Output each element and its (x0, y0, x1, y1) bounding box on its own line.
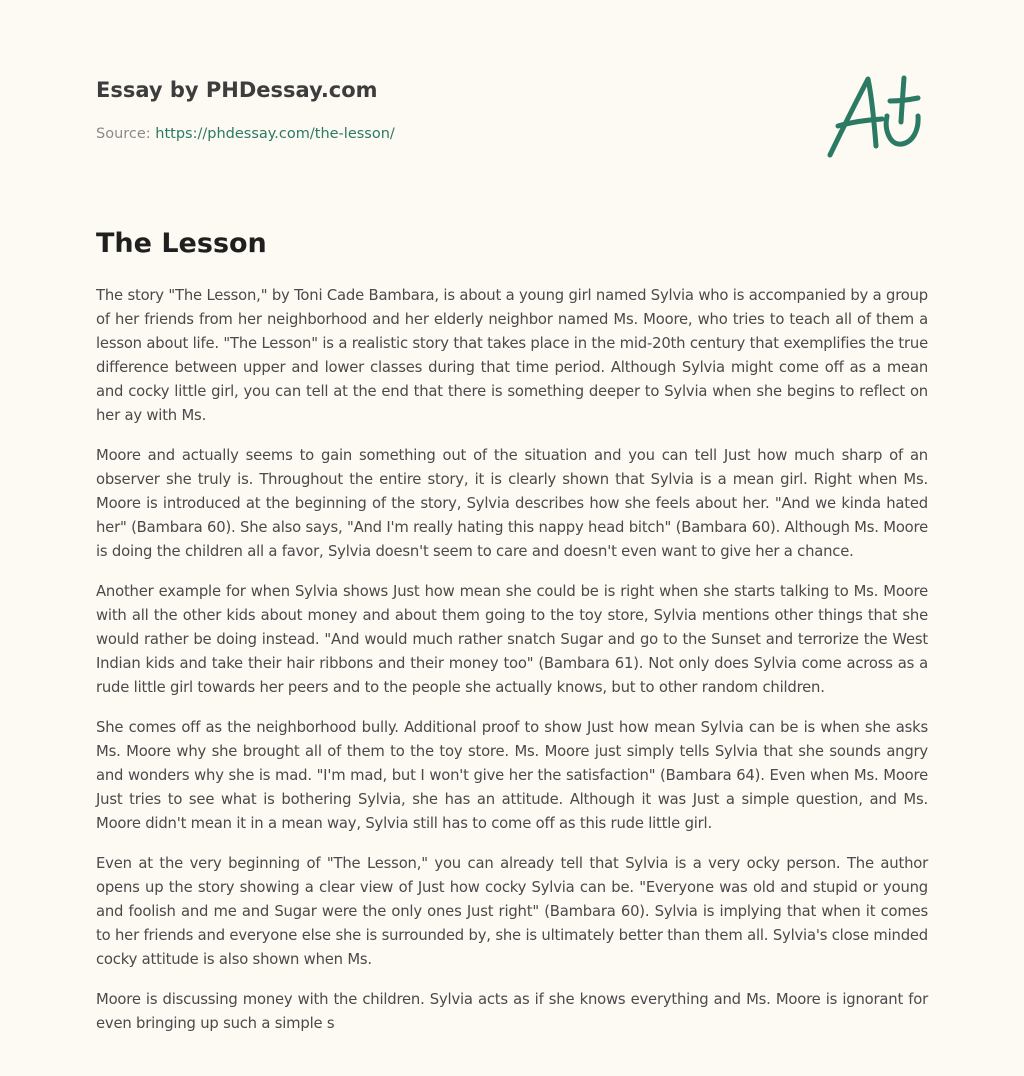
site-title: Essay by PHDessay.com (96, 78, 378, 102)
source-label: Source: (96, 126, 156, 142)
a-plus-grade-icon (824, 68, 928, 164)
essay-paragraph: Moore is discussing money with the children. Sylvia acts as if she knows everything and Ms. Moore is ignorant for even bringing up such a simple s (96, 991, 928, 1032)
source-line (96, 124, 395, 144)
essay-paragraph: The story "The Lesson," by Toni Cade Bambara, is about a young girl named Sylvia who is accompanied by a group of her friends from her neighborhood and her elderly neighbor named Ms. Moore, who tries to teach all of them a lesson about life. "The Lesson" is a realistic story that takes place in the mid-20th century that exemplifies the true difference between upper and lower classes during that time period. Although Sylvia might come off as a mean and cocky little girl, you can tell at the end that there is something deeper to Sylvia when she begins to reflect on her ay with Ms. (96, 287, 928, 424)
essay-paragraph: Another example for when Sylvia shows Just how mean she could be is right when she starts talking to Ms. Moore with all the other kids about money and about them going to the toy store, Sylvia mentions other things that she would rather be doing instead. "And would much rather snatch Sugar and go to the Sunset and terrorize the West Indian kids and take their hair ribbons and their money too" (Bambara 61). Not only does Sylvia come across as a rude little girl towards her peers and to the people she actually knows, but to other random children. (96, 583, 928, 696)
essay-paragraph: She comes off as the neighborhood bully. Additional proof to show Just how mean Sylvia can be is when she asks Ms. Moore why she brought all of them to the toy store. Ms. Moore just simply tells Sylvia that she sounds angry and wonders why she is mad. "I'm mad, but I won't give her the satisfaction" (Bambara 64). Even when Ms. Moore Just tries to see what is bothering Sylvia, she has an attitude. Although it was Just a simple question, and Ms. Moore didn't mean it in a mean way, Sylvia still has to come off as this rude little girl. (96, 719, 928, 832)
source-link[interactable]: https://phdessay.com/the-lesson/ (155, 126, 395, 142)
essay-paragraph: Moore and actually seems to gain something out of the situation and you can tell Just how much sharp of an observer she truly is. Throughout the entire story, it is clearly shown that Sylvia is a mean girl. Right when Ms. Moore is introduced at the beginning of the story, Sylvia describes how she feels about her. "And we kinda hated her" (Bambara 60). She also says, "And I'm really hating this nappy head bitch" (Bambara 60). Although Ms. Moore is doing the children all a favor, Sylvia doesn't seem to care and doesn't even want to give her a chance. (96, 447, 928, 560)
page-header (96, 76, 928, 176)
essay-paragraph: Even at the very beginning of "The Lesson," you can already tell that Sylvia is a very ocky person. The author opens up the story showing a clear view of Just how cocky Sylvia can be. "Everyone was old and stupid or young and foolish and me and Sugar were the only ones Just right" (Bambara 60). Sylvia is implying that when it comes to her friends and everyone else she is surrounded by, she is ultimately better than them all. Sylvia's close minded cocky attitude is also shown when Ms. (96, 855, 928, 968)
essay-body (96, 284, 928, 1052)
essay-title: The Lesson (96, 228, 267, 259)
logo-svg (824, 68, 928, 164)
